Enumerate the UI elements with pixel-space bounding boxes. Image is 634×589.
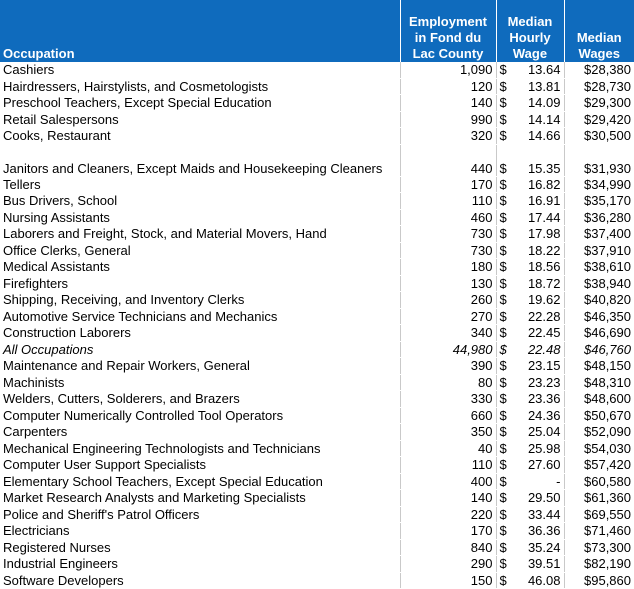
currency-symbol: $ xyxy=(499,292,507,308)
table-row xyxy=(0,242,634,259)
cell-employment: 110 xyxy=(400,193,496,210)
cell-median-hourly-wage xyxy=(496,209,564,226)
cell-occupation: Software Developers xyxy=(0,572,400,589)
header-wages-line: Median xyxy=(576,30,622,45)
table-row xyxy=(0,292,634,309)
hourly-wage-value xyxy=(500,177,561,192)
table-row xyxy=(0,539,634,556)
currency-symbol: $ xyxy=(499,95,507,111)
cell-occupation: Electricians xyxy=(0,523,400,540)
cell-occupation: Preschool Teachers, Except Special Education xyxy=(0,95,400,112)
hourly-wage-value xyxy=(500,259,561,274)
cell-median-hourly-wage xyxy=(496,95,564,112)
hourly-wage-amount: 13.81 xyxy=(527,78,561,94)
cell-employment: 270 xyxy=(400,308,496,325)
cell-median-hourly-wage xyxy=(496,242,564,259)
cell-occupation: Cooks, Restaurant xyxy=(0,128,400,145)
cell-median-hourly-wage xyxy=(496,128,564,145)
currency-symbol: $ xyxy=(499,308,507,324)
hourly-wage-amount: 46.08 xyxy=(527,572,561,588)
table-row xyxy=(0,62,634,78)
currency-symbol: $ xyxy=(499,325,507,341)
cell-employment: 990 xyxy=(400,111,496,128)
cell-median-hourly-wage xyxy=(496,292,564,309)
cell-median-wages: $46,350 xyxy=(564,308,634,325)
cell-median-hourly-wage xyxy=(496,457,564,474)
hourly-wage-amount: 14.14 xyxy=(527,111,561,127)
table-row xyxy=(0,111,634,128)
cell-median-wages: $82,190 xyxy=(564,556,634,573)
cell-median-hourly-wage xyxy=(496,506,564,523)
cell-occupation: Automotive Service Technicians and Mechanics xyxy=(0,308,400,325)
cell-median-wages: $48,600 xyxy=(564,391,634,408)
hourly-wage-value xyxy=(500,457,561,472)
table-row xyxy=(0,325,634,342)
hourly-wage-value xyxy=(500,375,561,390)
cell-employment: 220 xyxy=(400,506,496,523)
header-employment-line: Lac County xyxy=(412,46,484,61)
currency-symbol: $ xyxy=(499,424,507,440)
hourly-wage-amount: 24.36 xyxy=(527,407,561,423)
currency-symbol: $ xyxy=(499,457,507,473)
currency-symbol: $ xyxy=(499,374,507,390)
cell-median-wages: $52,090 xyxy=(564,424,634,441)
cell-occupation: Computer Numerically Controlled Tool Operators xyxy=(0,407,400,424)
cell-occupation: Bus Drivers, School xyxy=(0,193,400,210)
cell-occupation: Office Clerks, General xyxy=(0,242,400,259)
currency-symbol: $ xyxy=(499,391,507,407)
currency-symbol: $ xyxy=(499,193,507,209)
cell-median-wages: $46,760 xyxy=(564,341,634,358)
hourly-wage-amount: 14.09 xyxy=(527,95,561,111)
table-row xyxy=(0,259,634,276)
hourly-wage-value xyxy=(500,325,561,340)
currency-symbol: $ xyxy=(499,160,507,176)
cell-median-wages: $38,940 xyxy=(564,275,634,292)
cell-occupation: Industrial Engineers xyxy=(0,556,400,573)
cell-median-hourly-wage xyxy=(496,259,564,276)
cell-median-hourly-wage xyxy=(496,440,564,457)
cell-median-hourly-wage xyxy=(496,193,564,210)
cell-median-hourly-wage xyxy=(496,226,564,243)
cell-occupation: Machinists xyxy=(0,374,400,391)
hourly-wage-amount: 23.23 xyxy=(527,374,561,390)
cell-employment: 390 xyxy=(400,358,496,375)
cell-median-wages: $73,300 xyxy=(564,539,634,556)
currency-symbol: $ xyxy=(499,128,507,144)
cell-occupation: Welders, Cutters, Solderers, and Brazers xyxy=(0,391,400,408)
hourly-wage-value xyxy=(500,193,561,208)
table-row xyxy=(0,209,634,226)
currency-symbol: $ xyxy=(499,539,507,555)
hourly-wage-amount: 17.98 xyxy=(527,226,561,242)
cell-median-hourly-wage xyxy=(496,144,564,176)
cell-employment: 110 xyxy=(400,457,496,474)
cell-median-hourly-wage xyxy=(496,62,564,78)
cell-occupation: Janitors and Cleaners, Except Maids and Housekeeping Cleaners xyxy=(0,144,400,176)
currency-symbol: $ xyxy=(499,358,507,374)
cell-median-hourly-wage xyxy=(496,111,564,128)
cell-employment: 1,090 xyxy=(400,62,496,78)
cell-median-hourly-wage xyxy=(496,539,564,556)
header-median-wages xyxy=(564,0,634,62)
hourly-wage-value xyxy=(500,161,561,176)
cell-employment: 40 xyxy=(400,440,496,457)
cell-median-wages: $34,990 xyxy=(564,176,634,193)
cell-median-wages: $95,860 xyxy=(564,572,634,589)
cell-median-hourly-wage xyxy=(496,176,564,193)
hourly-wage-amount: 39.51 xyxy=(527,556,561,572)
cell-median-wages: $71,460 xyxy=(564,523,634,540)
header-row xyxy=(0,0,634,62)
hourly-wage-amount: 23.15 xyxy=(527,358,561,374)
cell-median-wages: $40,820 xyxy=(564,292,634,309)
cell-median-wages: $28,380 xyxy=(564,62,634,78)
currency-symbol: $ xyxy=(499,490,507,506)
hourly-wage-amount: 25.98 xyxy=(527,440,561,456)
cell-median-wages: $37,400 xyxy=(564,226,634,243)
hourly-wage-amount: 18.72 xyxy=(527,275,561,291)
table-row xyxy=(0,407,634,424)
cell-median-hourly-wage xyxy=(496,341,564,358)
cell-median-wages: $35,170 xyxy=(564,193,634,210)
table-row xyxy=(0,226,634,243)
cell-median-wages: $48,150 xyxy=(564,358,634,375)
cell-employment: 44,980 xyxy=(400,341,496,358)
hourly-wage-value xyxy=(500,523,561,538)
currency-symbol: $ xyxy=(499,78,507,94)
cell-employment: 290 xyxy=(400,556,496,573)
currency-symbol: $ xyxy=(499,556,507,572)
hourly-wage-amount: 27.60 xyxy=(527,457,561,473)
cell-employment: 130 xyxy=(400,275,496,292)
cell-median-hourly-wage xyxy=(496,358,564,375)
cell-employment: 730 xyxy=(400,242,496,259)
hourly-wage-amount: - xyxy=(556,473,561,489)
currency-symbol: $ xyxy=(499,242,507,258)
cell-employment: 180 xyxy=(400,259,496,276)
currency-symbol: $ xyxy=(499,176,507,192)
cell-median-hourly-wage xyxy=(496,473,564,490)
cell-employment: 80 xyxy=(400,374,496,391)
currency-symbol: $ xyxy=(499,341,507,357)
cell-occupation: Maintenance and Repair Workers, General xyxy=(0,358,400,375)
hourly-wage-value xyxy=(500,441,561,456)
hourly-wage-value xyxy=(500,226,561,241)
cell-median-wages: $46,690 xyxy=(564,325,634,342)
cell-employment: 120 xyxy=(400,78,496,95)
header-hourly-line: Median xyxy=(507,14,553,29)
table-row xyxy=(0,424,634,441)
cell-employment: 140 xyxy=(400,95,496,112)
cell-median-wages: $61,360 xyxy=(564,490,634,507)
header-employment xyxy=(400,0,496,62)
currency-symbol: $ xyxy=(499,209,507,225)
cell-occupation: Police and Sheriff's Patrol Officers xyxy=(0,506,400,523)
cell-employment: 400 xyxy=(400,473,496,490)
hourly-wage-amount: 16.91 xyxy=(527,193,561,209)
currency-symbol: $ xyxy=(499,523,507,539)
hourly-wage-value xyxy=(500,62,561,77)
cell-occupation: Laborers and Freight, Stock, and Material Movers, Hand xyxy=(0,226,400,243)
hourly-wage-value xyxy=(500,112,561,127)
currency-symbol: $ xyxy=(499,572,507,588)
currency-symbol: $ xyxy=(499,506,507,522)
cell-occupation: Shipping, Receiving, and Inventory Clerks xyxy=(0,292,400,309)
cell-median-hourly-wage xyxy=(496,490,564,507)
hourly-wage-amount: 13.64 xyxy=(527,62,561,78)
table-header xyxy=(0,0,634,62)
hourly-wage-value xyxy=(500,342,561,357)
cell-employment: 730 xyxy=(400,226,496,243)
cell-median-wages: $29,300 xyxy=(564,95,634,112)
hourly-wage-amount: 22.48 xyxy=(527,341,561,357)
cell-employment: 840 xyxy=(400,539,496,556)
hourly-wage-amount: 15.35 xyxy=(527,160,561,176)
hourly-wage-amount: 22.45 xyxy=(527,325,561,341)
hourly-wage-value xyxy=(500,507,561,522)
table-row xyxy=(0,358,634,375)
hourly-wage-value xyxy=(500,424,561,439)
cell-occupation: Construction Laborers xyxy=(0,325,400,342)
hourly-wage-amount: 36.36 xyxy=(527,523,561,539)
hourly-wage-value xyxy=(500,292,561,307)
hourly-wage-value xyxy=(500,391,561,406)
hourly-wage-value xyxy=(500,358,561,373)
table-row xyxy=(0,341,634,358)
cell-occupation: Cashiers xyxy=(0,62,400,78)
cell-employment: 330 xyxy=(400,391,496,408)
cell-employment: 340 xyxy=(400,325,496,342)
cell-median-hourly-wage xyxy=(496,78,564,95)
table-row xyxy=(0,275,634,292)
table-row xyxy=(0,523,634,540)
currency-symbol: $ xyxy=(499,440,507,456)
cell-occupation: All Occupations xyxy=(0,341,400,358)
cell-median-hourly-wage xyxy=(496,407,564,424)
cell-employment: 460 xyxy=(400,209,496,226)
table-row xyxy=(0,473,634,490)
cell-median-wages: $57,420 xyxy=(564,457,634,474)
header-employment-line: in Fond du xyxy=(414,30,482,45)
cell-median-wages: $36,280 xyxy=(564,209,634,226)
cell-median-wages: $28,730 xyxy=(564,78,634,95)
hourly-wage-value xyxy=(500,210,561,225)
hourly-wage-amount: 23.36 xyxy=(527,391,561,407)
cell-median-wages: $37,910 xyxy=(564,242,634,259)
hourly-wage-value xyxy=(500,243,561,258)
cell-employment: 660 xyxy=(400,407,496,424)
table-row xyxy=(0,193,634,210)
cell-median-hourly-wage xyxy=(496,391,564,408)
cell-occupation: Nursing Assistants xyxy=(0,209,400,226)
cell-occupation: Carpenters xyxy=(0,424,400,441)
hourly-wage-amount: 16.82 xyxy=(527,176,561,192)
cell-occupation: Registered Nurses xyxy=(0,539,400,556)
cell-median-hourly-wage xyxy=(496,325,564,342)
cell-median-hourly-wage xyxy=(496,523,564,540)
cell-median-wages: $50,670 xyxy=(564,407,634,424)
cell-occupation: Firefighters xyxy=(0,275,400,292)
cell-median-hourly-wage xyxy=(496,424,564,441)
cell-median-wages: $69,550 xyxy=(564,506,634,523)
hourly-wage-value xyxy=(500,474,561,489)
hourly-wage-value xyxy=(500,276,561,291)
header-employment-line: Employment xyxy=(408,14,487,29)
cell-occupation: Computer User Support Specialists xyxy=(0,457,400,474)
cell-employment: 320 xyxy=(400,128,496,145)
hourly-wage-amount: 18.22 xyxy=(527,242,561,258)
hourly-wage-value xyxy=(500,128,561,143)
hourly-wage-amount: 14.66 xyxy=(527,128,561,144)
cell-occupation: Mechanical Engineering Technologists and Technicians xyxy=(0,440,400,457)
hourly-wage-value xyxy=(500,540,561,555)
cell-occupation: Retail Salespersons xyxy=(0,111,400,128)
table-row xyxy=(0,572,634,589)
cell-occupation: Market Research Analysts and Marketing Specialists xyxy=(0,490,400,507)
cell-employment: 440 xyxy=(400,144,496,176)
header-hourly-line: Hourly xyxy=(509,30,551,45)
table-row xyxy=(0,506,634,523)
hourly-wage-amount: 29.50 xyxy=(527,490,561,506)
cell-occupation: Hairdressers, Hairstylists, and Cosmetologists xyxy=(0,78,400,95)
hourly-wage-amount: 25.04 xyxy=(527,424,561,440)
cell-median-wages: $54,030 xyxy=(564,440,634,457)
cell-occupation: Tellers xyxy=(0,176,400,193)
table-row xyxy=(0,391,634,408)
table-row xyxy=(0,176,634,193)
hourly-wage-amount: 19.62 xyxy=(527,292,561,308)
table-row xyxy=(0,457,634,474)
cell-median-wages: $30,500 xyxy=(564,128,634,145)
cell-median-hourly-wage xyxy=(496,275,564,292)
hourly-wage-amount: 22.28 xyxy=(527,308,561,324)
table-row xyxy=(0,440,634,457)
table-row xyxy=(0,308,634,325)
table-row xyxy=(0,490,634,507)
cell-median-hourly-wage xyxy=(496,374,564,391)
cell-median-hourly-wage xyxy=(496,572,564,589)
cell-employment: 170 xyxy=(400,176,496,193)
table-row xyxy=(0,95,634,112)
table-row xyxy=(0,78,634,95)
hourly-wage-value xyxy=(500,490,561,505)
currency-symbol: $ xyxy=(499,275,507,291)
currency-symbol: $ xyxy=(499,62,507,78)
cell-employment: 350 xyxy=(400,424,496,441)
cell-median-wages: $60,580 xyxy=(564,473,634,490)
table-row xyxy=(0,374,634,391)
header-occupation: Occupation xyxy=(0,0,400,62)
hourly-wage-value xyxy=(500,95,561,110)
cell-employment: 170 xyxy=(400,523,496,540)
hourly-wage-amount: 18.56 xyxy=(527,259,561,275)
cell-median-wages: $38,610 xyxy=(564,259,634,276)
table-row xyxy=(0,144,634,176)
cell-employment: 140 xyxy=(400,490,496,507)
currency-symbol: $ xyxy=(499,407,507,423)
currency-symbol: $ xyxy=(499,111,507,127)
cell-employment: 260 xyxy=(400,292,496,309)
hourly-wage-amount: 33.44 xyxy=(527,506,561,522)
currency-symbol: $ xyxy=(499,473,507,489)
cell-occupation: Elementary School Teachers, Except Special Education xyxy=(0,473,400,490)
hourly-wage-value xyxy=(500,573,561,588)
hourly-wage-amount: 35.24 xyxy=(527,539,561,555)
cell-occupation: Medical Assistants xyxy=(0,259,400,276)
hourly-wage-value xyxy=(500,408,561,423)
header-wages-line: Wages xyxy=(578,46,620,61)
cell-median-wages: $31,930 xyxy=(564,144,634,176)
cell-employment: 150 xyxy=(400,572,496,589)
cell-median-wages: $29,420 xyxy=(564,111,634,128)
cell-median-wages: $48,310 xyxy=(564,374,634,391)
header-hourly-line: Wage xyxy=(512,46,548,61)
header-median-hourly-wage xyxy=(496,0,564,62)
currency-symbol: $ xyxy=(499,226,507,242)
table-row xyxy=(0,128,634,145)
cell-median-hourly-wage xyxy=(496,308,564,325)
currency-symbol: $ xyxy=(499,259,507,275)
table-body xyxy=(0,62,634,589)
hourly-wage-value xyxy=(500,79,561,94)
hourly-wage-value xyxy=(500,309,561,324)
hourly-wage-amount: 17.44 xyxy=(527,209,561,225)
